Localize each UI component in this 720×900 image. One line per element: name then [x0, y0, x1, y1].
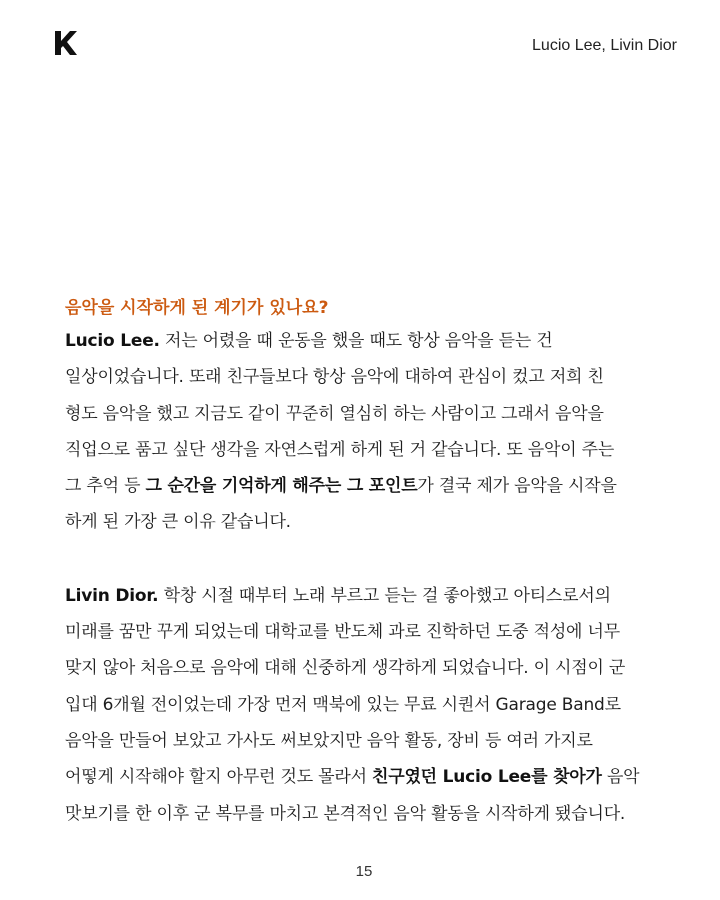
answer-line: [65, 396, 680, 432]
answer-line: [65, 687, 680, 723]
question-heading: 음악을 시작하게 된 계기가 있나요?: [65, 298, 329, 318]
answer-line: [65, 578, 680, 614]
answer-livin-dior: [65, 578, 680, 832]
answer-line: [65, 359, 680, 395]
answer-lucio-lee: [65, 323, 680, 541]
answer-line: [65, 796, 680, 832]
body-text: 맞지 않아 처음으로 음악에 대해 신중하게 생각하게 되었습니다. 이 시점이 군: [65, 658, 626, 679]
body-text: 음악: [601, 767, 640, 788]
speaker-name: Lucio Lee.: [65, 331, 160, 351]
answer-line: [65, 468, 680, 504]
answer-line: [65, 759, 680, 795]
body-text: 학창 시절 때부터 노래 부르고 듣는 걸 좋아했고 아티스로서의: [158, 585, 611, 606]
interview-content: [65, 293, 680, 832]
body-text: 형도 음악을 했고 지금도 같이 꾸준히 열심히 하는 사람이고 그래서 음악을: [65, 403, 604, 424]
answer-line: [65, 650, 680, 686]
body-text: 하게 된 가장 큰 이유 같습니다.: [65, 512, 291, 533]
body-text: 직업으로 품고 싶단 생각을 자연스럽게 하게 된 거 같습니다. 또 음악이 주는: [65, 439, 615, 460]
body-text: 어떻게 시작해야 할지 아무런 것도 몰라서: [65, 767, 372, 788]
answer-line: [65, 504, 680, 540]
body-text: 음악을 만들어 보았고 가사도 써보았지만 음악 활동, 장비 등 여러 가지로: [65, 730, 593, 751]
body-text: 입대 6개월 전이었는데 가장 먼저 맥북에 있는 무료 시퀀서 Garage Band로: [65, 694, 621, 715]
speaker-name: Livin Dior.: [65, 585, 159, 606]
answer-line: [65, 723, 680, 759]
emphasis-text: 친구였던 Lucio Lee를 찾아가: [372, 767, 602, 788]
answer-line: [65, 614, 680, 650]
answer-line: [65, 432, 680, 468]
emphasis-text: 그 순간을 기억하게 해주는 그 포인트: [145, 476, 418, 497]
paragraph-spacer: [65, 541, 680, 578]
publisher-logo: [52, 28, 78, 58]
body-text: 그 추억 등: [65, 476, 146, 497]
answer-line: [65, 323, 680, 359]
body-text: 미래를 꿈만 꾸게 되었는데 대학교를 반도체 과로 진학하던 도중 적성에 너무: [65, 622, 620, 643]
k-logo-icon: [52, 28, 78, 58]
header-authors: Lucio Lee, Livin Dior: [532, 37, 677, 54]
body-text: 저는 어렸을 때 운동을 했을 때도 항상 음악을 듣는 건: [159, 331, 553, 351]
body-text: 맛보기를 한 이후 군 복무를 마치고 본격적인 음악 활동을 시작하게 됐습니다.: [65, 803, 626, 824]
page-number: 15: [355, 863, 373, 880]
body-text: 일상이었습니다. 또래 친구들보다 항상 음악에 대하여 관심이 컸고 저희 친: [65, 367, 604, 388]
body-text: 가 결국 제가 음악을 시작을: [417, 476, 617, 497]
